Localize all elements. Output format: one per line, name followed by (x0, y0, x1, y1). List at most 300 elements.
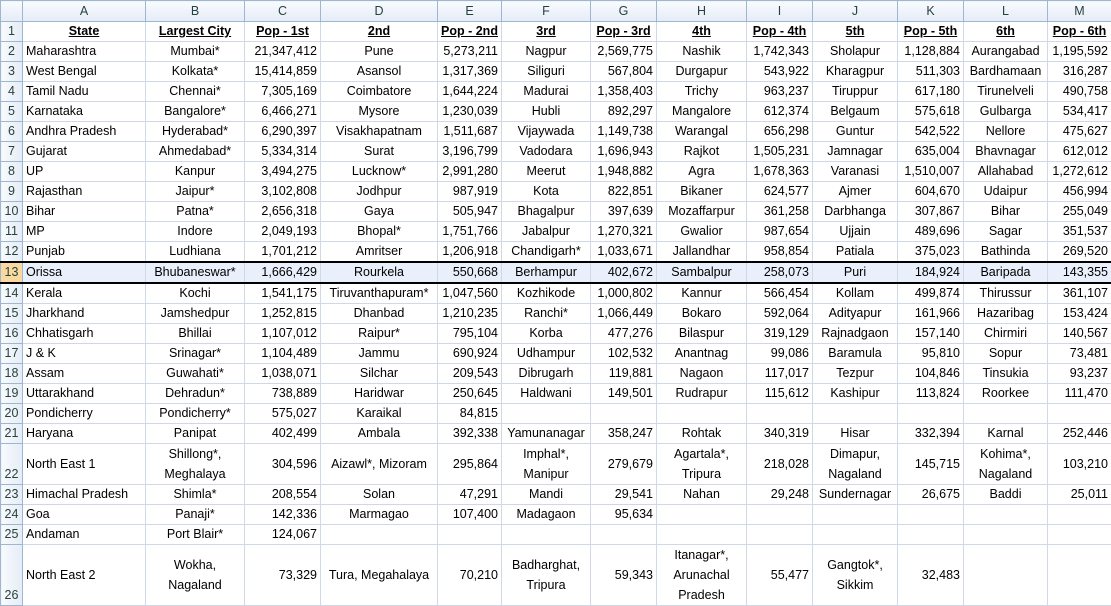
cell[interactable]: 1,252,815 (245, 304, 321, 324)
cell[interactable] (591, 525, 657, 545)
cell[interactable]: Kanpur (146, 162, 245, 182)
cell[interactable] (898, 404, 964, 424)
cell[interactable] (813, 505, 898, 525)
cell[interactable]: 5,273,211 (438, 42, 502, 62)
cell[interactable] (964, 404, 1048, 424)
cell[interactable]: 567,804 (591, 62, 657, 82)
row-header[interactable]: 18 (1, 364, 23, 384)
cell[interactable]: Karnataka (23, 102, 146, 122)
cell[interactable]: 892,297 (591, 102, 657, 122)
cell[interactable]: 1,000,802 (591, 283, 657, 304)
cell[interactable]: 612,012 (1048, 142, 1111, 162)
cell[interactable]: Jallandhar (657, 242, 747, 263)
row-header[interactable]: 7 (1, 142, 23, 162)
cell[interactable]: 822,851 (591, 182, 657, 202)
row-header[interactable]: 17 (1, 344, 23, 364)
cell[interactable]: 958,854 (747, 242, 813, 263)
row-header[interactable]: 11 (1, 222, 23, 242)
cell[interactable]: Patiala (813, 242, 898, 263)
cell[interactable]: 1,701,212 (245, 242, 321, 263)
cell[interactable] (747, 505, 813, 525)
cell[interactable]: 566,454 (747, 283, 813, 304)
cell[interactable]: Korba (502, 324, 591, 344)
cell[interactable]: Bangalore* (146, 102, 245, 122)
cell[interactable]: J & K (23, 344, 146, 364)
cell[interactable]: West Bengal (23, 62, 146, 82)
cell[interactable]: Hubli (502, 102, 591, 122)
cell[interactable]: Kashipur (813, 384, 898, 404)
cell[interactable] (502, 525, 591, 545)
cell[interactable]: Trichy (657, 82, 747, 102)
row-header[interactable]: 4 (1, 82, 23, 102)
cell[interactable]: Andhra Pradesh (23, 122, 146, 142)
column-header-k[interactable]: K (898, 1, 964, 22)
header-cell[interactable]: Pop - 4th (747, 22, 813, 42)
cell[interactable]: Yamunanagar (502, 424, 591, 444)
cell[interactable]: Bathinda (964, 242, 1048, 263)
cell[interactable]: Anantnag (657, 344, 747, 364)
cell[interactable]: Coimbatore (321, 82, 438, 102)
cell[interactable]: Allahabad (964, 162, 1048, 182)
cell[interactable]: Bhopal* (321, 222, 438, 242)
cell[interactable]: Rajnadgaon (813, 324, 898, 344)
cell[interactable]: Bhubaneswar* (146, 262, 245, 283)
column-header-b[interactable]: B (146, 1, 245, 22)
cell[interactable]: Kerala (23, 283, 146, 304)
cell[interactable]: 1,206,918 (438, 242, 502, 263)
cell[interactable]: Haryana (23, 424, 146, 444)
cell[interactable]: Tiruvanthapuram* (321, 283, 438, 304)
cell[interactable]: Solan (321, 485, 438, 505)
cell[interactable]: Shillong*, Meghalaya (146, 444, 245, 485)
row-header[interactable]: 26 (1, 545, 23, 606)
cell[interactable]: Imphal*, Manipur (502, 444, 591, 485)
cell[interactable]: 119,881 (591, 364, 657, 384)
cell[interactable]: 1,948,882 (591, 162, 657, 182)
cell[interactable]: 258,073 (747, 262, 813, 283)
cell[interactable]: Panaji* (146, 505, 245, 525)
cell[interactable]: Dehradun* (146, 384, 245, 404)
cell[interactable]: Nashik (657, 42, 747, 62)
cell[interactable]: Mangalore (657, 102, 747, 122)
cell[interactable]: Bilaspur (657, 324, 747, 344)
header-cell[interactable]: 2nd (321, 22, 438, 42)
column-header-m[interactable]: M (1048, 1, 1111, 22)
cell[interactable]: 1,195,592 (1048, 42, 1111, 62)
row-header[interactable]: 8 (1, 162, 23, 182)
cell[interactable]: Mandi (502, 485, 591, 505)
cell[interactable]: Amritser (321, 242, 438, 263)
cell[interactable]: Hisar (813, 424, 898, 444)
cell[interactable] (813, 525, 898, 545)
cell[interactable]: 115,612 (747, 384, 813, 404)
cell[interactable]: 107,400 (438, 505, 502, 525)
cell[interactable]: 84,815 (438, 404, 502, 424)
row-header[interactable]: 5 (1, 102, 23, 122)
cell[interactable]: 6,290,397 (245, 122, 321, 142)
cell[interactable]: 361,107 (1048, 283, 1111, 304)
cell[interactable]: 218,028 (747, 444, 813, 485)
cell[interactable]: Rajasthan (23, 182, 146, 202)
cell[interactable]: Ajmer (813, 182, 898, 202)
cell[interactable]: Adityapur (813, 304, 898, 324)
cell[interactable]: Vijaywada (502, 122, 591, 142)
cell[interactable]: 157,140 (898, 324, 964, 344)
cell[interactable]: 252,446 (1048, 424, 1111, 444)
cell[interactable]: Warangal (657, 122, 747, 142)
cell[interactable]: Jodhpur (321, 182, 438, 202)
cell[interactable]: Chennai* (146, 82, 245, 102)
cell[interactable]: Raipur* (321, 324, 438, 344)
cell[interactable]: Tinsukia (964, 364, 1048, 384)
cell[interactable]: Madurai (502, 82, 591, 102)
cell[interactable] (657, 404, 747, 424)
cell[interactable]: Wokha, Nagaland (146, 545, 245, 606)
cell[interactable]: 358,247 (591, 424, 657, 444)
cell[interactable]: 15,414,859 (245, 62, 321, 82)
row-header[interactable]: 13 (1, 262, 23, 283)
cell[interactable]: 3,102,808 (245, 182, 321, 202)
cell[interactable]: 1,742,343 (747, 42, 813, 62)
cell[interactable]: 3,196,799 (438, 142, 502, 162)
cell[interactable]: Bhavnagar (964, 142, 1048, 162)
cell[interactable]: 1,678,363 (747, 162, 813, 182)
cell[interactable]: 2,656,318 (245, 202, 321, 222)
cell[interactable]: Guwahati* (146, 364, 245, 384)
cell[interactable]: Chandigarh* (502, 242, 591, 263)
cell[interactable]: 70,210 (438, 545, 502, 606)
cell[interactable]: Guntur (813, 122, 898, 142)
row-header[interactable]: 21 (1, 424, 23, 444)
cell[interactable]: Dibrugarh (502, 364, 591, 384)
cell[interactable]: Kota (502, 182, 591, 202)
column-header-a[interactable]: A (23, 1, 146, 22)
cell[interactable]: Marmagao (321, 505, 438, 525)
cell[interactable]: 117,017 (747, 364, 813, 384)
cell[interactable]: 2,049,193 (245, 222, 321, 242)
cell[interactable]: Haridwar (321, 384, 438, 404)
cell[interactable]: 1,505,231 (747, 142, 813, 162)
cell[interactable]: Kohima*, Nagaland (964, 444, 1048, 485)
header-cell[interactable]: Pop - 1st (245, 22, 321, 42)
cell[interactable]: Tezpur (813, 364, 898, 384)
cell[interactable] (657, 505, 747, 525)
cell[interactable]: 1,270,321 (591, 222, 657, 242)
cell[interactable]: Ujjain (813, 222, 898, 242)
cell[interactable] (438, 525, 502, 545)
cell[interactable]: Sagar (964, 222, 1048, 242)
cell[interactable]: 26,675 (898, 485, 964, 505)
cell[interactable]: 5,334,314 (245, 142, 321, 162)
cell[interactable]: Durgapur (657, 62, 747, 82)
row-header[interactable]: 15 (1, 304, 23, 324)
cell[interactable]: 95,810 (898, 344, 964, 364)
header-cell[interactable]: Pop - 2nd (438, 22, 502, 42)
cell[interactable]: Uttarakhand (23, 384, 146, 404)
cell[interactable]: 124,067 (245, 525, 321, 545)
cell[interactable]: 255,049 (1048, 202, 1111, 222)
cell[interactable]: Visakhapatnam (321, 122, 438, 142)
cell[interactable]: Roorkee (964, 384, 1048, 404)
row-header[interactable]: 2 (1, 42, 23, 62)
cell[interactable]: Srinagar* (146, 344, 245, 364)
cell[interactable]: 1,751,766 (438, 222, 502, 242)
cell[interactable]: 499,874 (898, 283, 964, 304)
cell[interactable]: 2,991,280 (438, 162, 502, 182)
cell[interactable]: Rudrapur (657, 384, 747, 404)
row-header[interactable]: 25 (1, 525, 23, 545)
cell[interactable]: Punjab (23, 242, 146, 263)
cell[interactable]: 987,919 (438, 182, 502, 202)
cell[interactable]: 795,104 (438, 324, 502, 344)
cell[interactable] (747, 404, 813, 424)
cell[interactable]: Jabalpur (502, 222, 591, 242)
cell[interactable]: 332,394 (898, 424, 964, 444)
cell[interactable]: 1,541,175 (245, 283, 321, 304)
header-cell[interactable]: 6th (964, 22, 1048, 42)
header-cell[interactable]: State (23, 22, 146, 42)
column-header-d[interactable]: D (321, 1, 438, 22)
cell[interactable]: 29,541 (591, 485, 657, 505)
cell[interactable]: Gaya (321, 202, 438, 222)
cell[interactable]: Silchar (321, 364, 438, 384)
cell[interactable]: 104,846 (898, 364, 964, 384)
row-header[interactable]: 3 (1, 62, 23, 82)
cell[interactable]: Itanagar*, Arunachal Pradesh (657, 545, 747, 606)
column-header-c[interactable]: C (245, 1, 321, 22)
cell[interactable]: Rourkela (321, 262, 438, 283)
cell[interactable]: 140,567 (1048, 324, 1111, 344)
cell[interactable]: Jharkhand (23, 304, 146, 324)
cell[interactable]: 1,066,449 (591, 304, 657, 324)
cell[interactable]: Jammu (321, 344, 438, 364)
cell[interactable]: Vadodara (502, 142, 591, 162)
cell[interactable]: Pondicherry (23, 404, 146, 424)
row-header[interactable]: 14 (1, 283, 23, 304)
cell[interactable]: Rohtak (657, 424, 747, 444)
cell[interactable]: Karnal (964, 424, 1048, 444)
cell[interactable]: 184,924 (898, 262, 964, 283)
row-header[interactable]: 20 (1, 404, 23, 424)
cell[interactable]: Badharghat, Tripura (502, 545, 591, 606)
cell[interactable]: Meerut (502, 162, 591, 182)
column-header-j[interactable]: J (813, 1, 898, 22)
cell[interactable]: Kochi (146, 283, 245, 304)
cell[interactable]: 963,237 (747, 82, 813, 102)
cell[interactable]: Jaipur* (146, 182, 245, 202)
cell[interactable]: 375,023 (898, 242, 964, 263)
cell[interactable]: 59,343 (591, 545, 657, 606)
cell[interactable]: 250,645 (438, 384, 502, 404)
cell[interactable]: 456,994 (1048, 182, 1111, 202)
cell[interactable] (502, 404, 591, 424)
cell[interactable]: 103,210 (1048, 444, 1111, 485)
cell[interactable] (898, 505, 964, 525)
cell[interactable]: Baripada (964, 262, 1048, 283)
cell[interactable]: 319,129 (747, 324, 813, 344)
cell[interactable] (964, 525, 1048, 545)
cell[interactable]: 1,317,369 (438, 62, 502, 82)
cell[interactable]: North East 1 (23, 444, 146, 485)
cell[interactable]: Ambala (321, 424, 438, 444)
cell[interactable]: Ahmedabad* (146, 142, 245, 162)
cell[interactable]: Aurangabad (964, 42, 1048, 62)
cell[interactable]: Ludhiana (146, 242, 245, 263)
cell[interactable] (1048, 525, 1111, 545)
cell[interactable]: 397,639 (591, 202, 657, 222)
column-header-f[interactable]: F (502, 1, 591, 22)
cell[interactable]: Sholapur (813, 42, 898, 62)
cell[interactable]: 143,355 (1048, 262, 1111, 283)
cell[interactable]: 575,618 (898, 102, 964, 122)
cell[interactable]: Mysore (321, 102, 438, 122)
cell[interactable]: 307,867 (898, 202, 964, 222)
header-cell[interactable]: Pop - 5th (898, 22, 964, 42)
row-header[interactable]: 12 (1, 242, 23, 263)
cell[interactable] (747, 525, 813, 545)
cell[interactable]: 1,510,007 (898, 162, 964, 182)
cell[interactable]: Goa (23, 505, 146, 525)
cell[interactable]: 987,654 (747, 222, 813, 242)
cell[interactable]: Bokaro (657, 304, 747, 324)
cell[interactable]: Kollam (813, 283, 898, 304)
cell[interactable]: Bhillai (146, 324, 245, 344)
cell[interactable]: 6,466,271 (245, 102, 321, 122)
cell[interactable]: 340,319 (747, 424, 813, 444)
cell[interactable] (1048, 404, 1111, 424)
cell[interactable]: Pondicherry* (146, 404, 245, 424)
cell[interactable]: 95,634 (591, 505, 657, 525)
cell[interactable]: 738,889 (245, 384, 321, 404)
cell[interactable]: Nellore (964, 122, 1048, 142)
cell[interactable] (321, 525, 438, 545)
cell[interactable]: Tamil Nadu (23, 82, 146, 102)
cell[interactable]: 93,237 (1048, 364, 1111, 384)
cell[interactable] (1048, 505, 1111, 525)
cell[interactable]: 153,424 (1048, 304, 1111, 324)
cell[interactable]: Bikaner (657, 182, 747, 202)
column-header-e[interactable]: E (438, 1, 502, 22)
cell[interactable]: Karaikal (321, 404, 438, 424)
cell[interactable]: 392,338 (438, 424, 502, 444)
cell[interactable]: Madagaon (502, 505, 591, 525)
cell[interactable]: 1,644,224 (438, 82, 502, 102)
cell[interactable]: Chirmiri (964, 324, 1048, 344)
cell[interactable] (964, 505, 1048, 525)
cell[interactable]: North East 2 (23, 545, 146, 606)
cell[interactable]: Berhampur (502, 262, 591, 283)
row-header[interactable]: 9 (1, 182, 23, 202)
header-cell[interactable]: 3rd (502, 22, 591, 42)
cell[interactable]: Haldwani (502, 384, 591, 404)
cell[interactable]: UP (23, 162, 146, 182)
cell[interactable]: 534,417 (1048, 102, 1111, 122)
cell[interactable]: 612,374 (747, 102, 813, 122)
cell[interactable]: 1,128,884 (898, 42, 964, 62)
cell[interactable]: Sundernagar (813, 485, 898, 505)
cell[interactable]: 316,287 (1048, 62, 1111, 82)
cell[interactable]: Sambalpur (657, 262, 747, 283)
cell[interactable]: 505,947 (438, 202, 502, 222)
cell[interactable]: Lucknow* (321, 162, 438, 182)
cell[interactable]: 102,532 (591, 344, 657, 364)
cell[interactable]: 1,666,429 (245, 262, 321, 283)
cell[interactable] (898, 525, 964, 545)
cell[interactable]: 477,276 (591, 324, 657, 344)
row-header[interactable]: 6 (1, 122, 23, 142)
row-header[interactable]: 16 (1, 324, 23, 344)
cell[interactable]: Kharagpur (813, 62, 898, 82)
cell[interactable]: 543,922 (747, 62, 813, 82)
cell[interactable]: 161,966 (898, 304, 964, 324)
row-header[interactable]: 1 (1, 22, 23, 42)
cell[interactable]: 304,596 (245, 444, 321, 485)
cell[interactable]: Assam (23, 364, 146, 384)
header-cell[interactable]: Pop - 3rd (591, 22, 657, 42)
cell[interactable]: Nahan (657, 485, 747, 505)
cell[interactable]: Rajkot (657, 142, 747, 162)
row-header[interactable]: 10 (1, 202, 23, 222)
cell[interactable]: Nagaon (657, 364, 747, 384)
header-cell[interactable]: 5th (813, 22, 898, 42)
cell[interactable]: 145,715 (898, 444, 964, 485)
row-header[interactable]: 24 (1, 505, 23, 525)
row-header[interactable]: 23 (1, 485, 23, 505)
cell[interactable]: Patna* (146, 202, 245, 222)
header-cell[interactable]: 4th (657, 22, 747, 42)
cell[interactable]: 1,104,489 (245, 344, 321, 364)
cell[interactable]: 55,477 (747, 545, 813, 606)
cell[interactable]: Gulbarga (964, 102, 1048, 122)
cell[interactable]: Hazaribag (964, 304, 1048, 324)
cell[interactable]: 617,180 (898, 82, 964, 102)
cell[interactable]: Gangtok*, Sikkim (813, 545, 898, 606)
cell[interactable]: 575,027 (245, 404, 321, 424)
cell[interactable]: Ranchi* (502, 304, 591, 324)
cell[interactable]: 542,522 (898, 122, 964, 142)
cell[interactable]: 1,038,071 (245, 364, 321, 384)
cell[interactable]: 635,004 (898, 142, 964, 162)
cell[interactable]: 624,577 (747, 182, 813, 202)
column-header-g[interactable]: G (591, 1, 657, 22)
cell[interactable]: Asansol (321, 62, 438, 82)
cell[interactable]: Varanasi (813, 162, 898, 182)
cell[interactable]: Nagpur (502, 42, 591, 62)
cell[interactable]: 111,470 (1048, 384, 1111, 404)
cell[interactable]: 3,494,275 (245, 162, 321, 182)
cell[interactable]: Shimla* (146, 485, 245, 505)
cell[interactable]: Surat (321, 142, 438, 162)
column-header-l[interactable]: L (964, 1, 1048, 22)
cell[interactable]: 2,569,775 (591, 42, 657, 62)
cell[interactable]: Baramula (813, 344, 898, 364)
cell[interactable]: Agartala*, Tripura (657, 444, 747, 485)
cell[interactable]: 29,248 (747, 485, 813, 505)
cell[interactable]: 550,668 (438, 262, 502, 283)
cell[interactable]: 149,501 (591, 384, 657, 404)
cell[interactable]: Jamnagar (813, 142, 898, 162)
cell[interactable]: 113,824 (898, 384, 964, 404)
cell[interactable]: 1,033,671 (591, 242, 657, 263)
cell[interactable]: 279,679 (591, 444, 657, 485)
cell[interactable]: 1,358,403 (591, 82, 657, 102)
cell[interactable]: Dhanbad (321, 304, 438, 324)
cell[interactable]: Tiruppur (813, 82, 898, 102)
cell[interactable]: Indore (146, 222, 245, 242)
column-header-h[interactable]: H (657, 1, 747, 22)
cell[interactable]: Chhatisgarh (23, 324, 146, 344)
cell[interactable]: 351,537 (1048, 222, 1111, 242)
